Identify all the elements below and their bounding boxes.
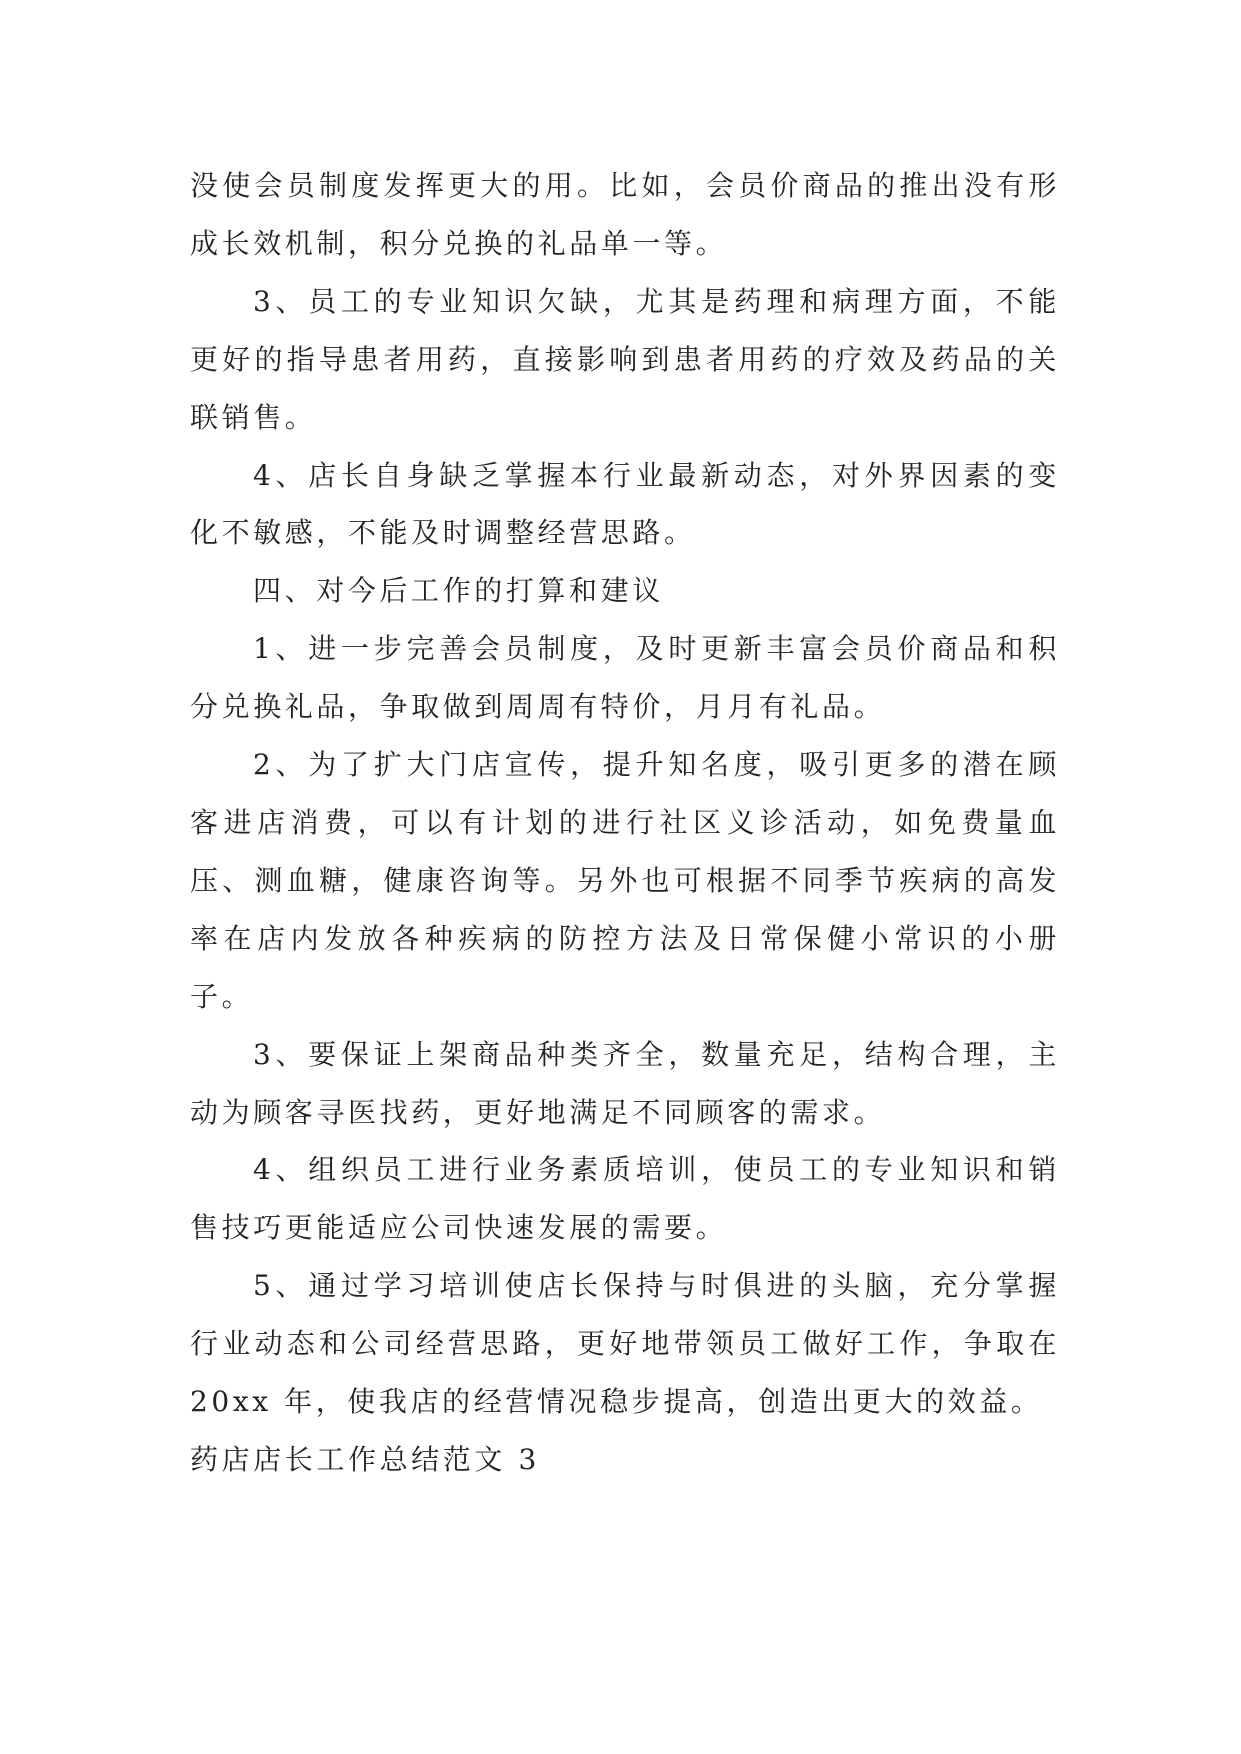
document-body bbox=[190, 157, 1060, 1489]
suggestion-item: 5、通过学习培训使店长保持与时俱进的头脑，充分掌握行业动态和公司经营思路，更好地带领员工做好工作，争取在 20xx 年，使我店的经营情况稳步提高，创造出更大的效益。 bbox=[190, 1269, 1060, 1419]
suggestion-item: 4、组织员工进行业务素质培训，使员工的专业知识和销售技巧更能适应公司快速发展的需要。 bbox=[190, 1153, 1060, 1245]
paragraph-continuation: 没使会员制度发挥更大的用。比如，会员价商品的推出没有形成长效机制，积分兑换的礼品单一等。 bbox=[190, 169, 1060, 260]
suggestion-item: 1、进一步完善会员制度，及时更新丰富会员价商品和积分兑换礼品，争取做到周周有特价，月月有礼品。 bbox=[190, 632, 1060, 724]
section-heading: 四、对今后工作的打算和建议 bbox=[253, 574, 664, 608]
paragraph-manager-awareness: 4、店长自身缺乏掌握本行业最新动态，对外界因素的变化不敏感，不能及时调整经营思路。 bbox=[190, 458, 1060, 550]
next-document-title: 药店店长工作总结范文 3 bbox=[190, 1442, 540, 1476]
suggestion-item: 3、要保证上架商品种类齐全，数量充足，结构合理，主动为顾客寻医找药，更好地满足不同顾客的需求。 bbox=[190, 1037, 1060, 1129]
paragraph-staff-knowledge: 3、员工的专业知识欠缺，尤其是药理和病理方面，不能更好的指导患者用药，直接影响到患者用药的疗效及药品的关联销售。 bbox=[190, 284, 1060, 434]
suggestion-item: 2、为了扩大门店宣传，提升知名度，吸引更多的潜在顾客进店消费，可以有计划的进行社区义诊活动，如免费量血压、测血糖，健康咨询等。另外也可根据不同季节疾病的高发率在店内发放各种疾病的防控方法及日常保健小常识的小册子。 bbox=[190, 748, 1060, 1013]
